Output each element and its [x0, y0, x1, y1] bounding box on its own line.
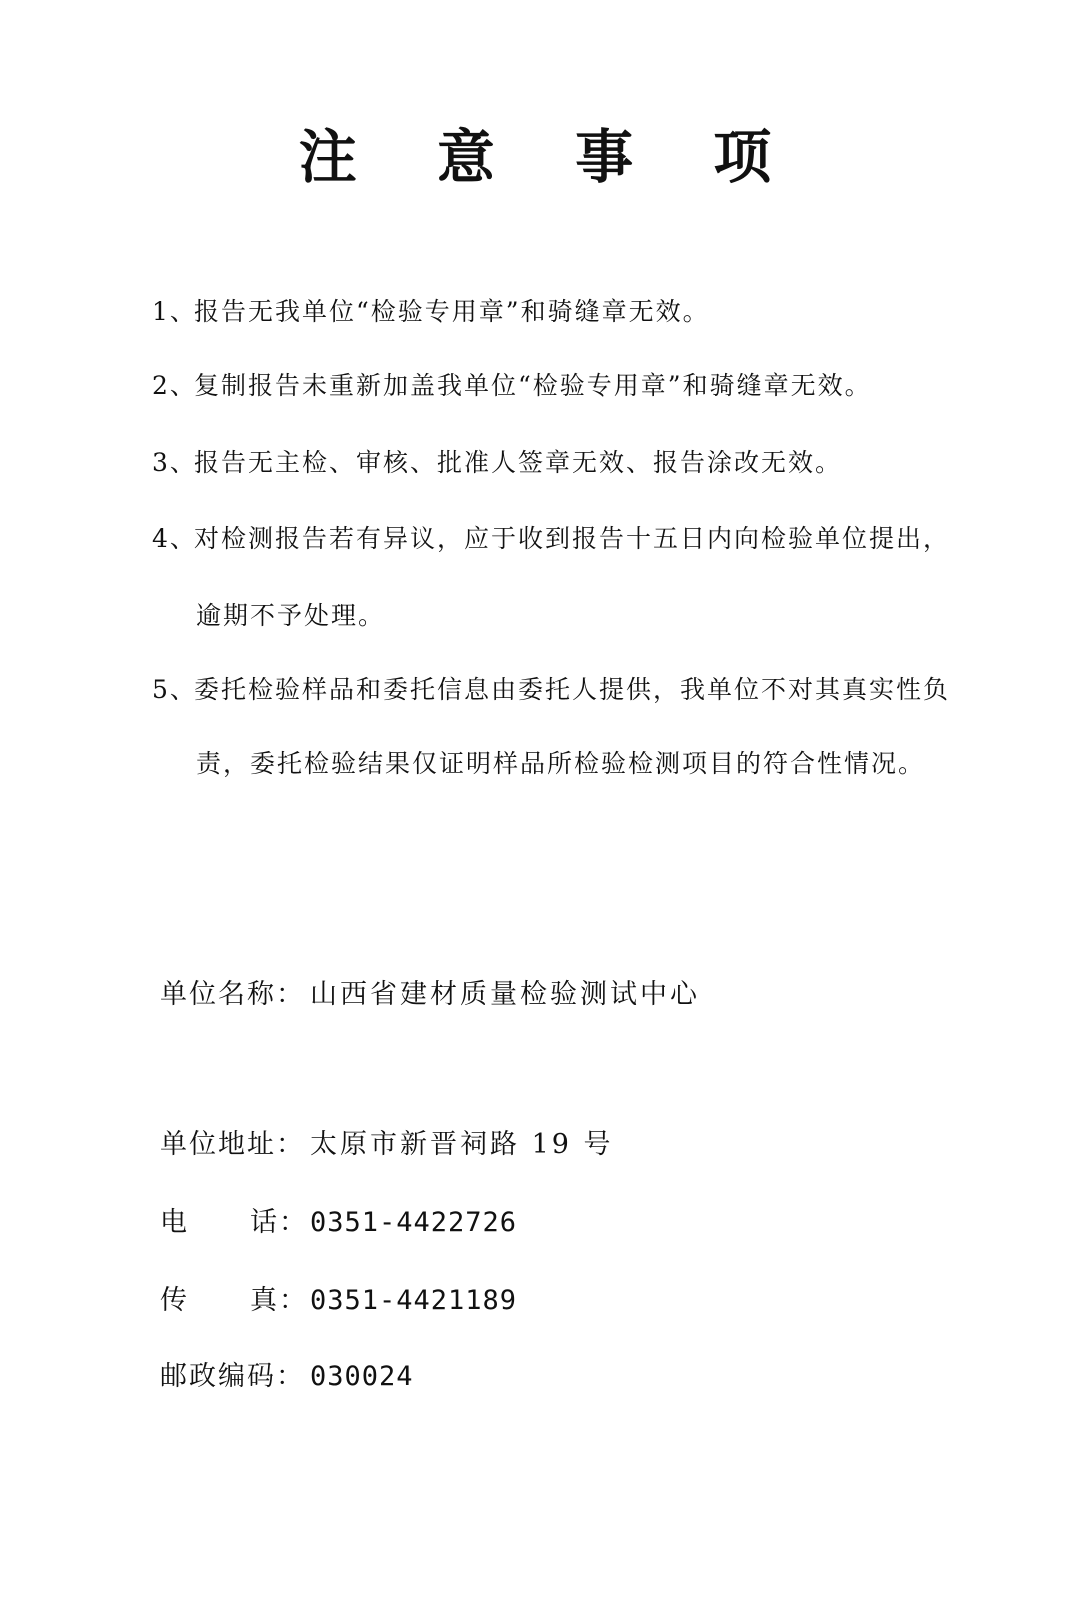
phone-label	[160, 1204, 310, 1242]
postcode-label: 邮政编码：	[160, 1361, 305, 1392]
phone-label-char-2: 话：	[250, 1207, 308, 1238]
notice-item-2	[152, 368, 872, 404]
phone-line	[160, 1204, 517, 1242]
phone-label-char-1: 电	[160, 1207, 189, 1238]
notice-text: 对检测报告若有异议，应于收到报告十五日内向检验单位提出，	[194, 524, 951, 553]
notice-text: 复制报告未重新加盖我单位“检验专用章”和骑缝章无效。	[194, 371, 872, 400]
org-address-label: 单位地址：	[160, 1129, 305, 1160]
org-address-value: 太原市新晋祠路 19 号	[310, 1129, 614, 1160]
notice-number: 4、	[152, 524, 197, 553]
postcode-line	[160, 1358, 414, 1396]
notice-text: 委托检验样品和委托信息由委托人提供，我单位不对其真实性负	[194, 675, 951, 704]
notice-item-5	[152, 672, 950, 708]
org-address-line	[160, 1126, 614, 1164]
notice-number: 1、	[152, 297, 197, 326]
notice-item-4-continuation	[196, 598, 385, 634]
notice-number: 3、	[152, 448, 197, 477]
notice-text: 逾期不予处理。	[196, 601, 386, 630]
notice-text: 报告无我单位“检验专用章”和骑缝章无效。	[194, 297, 710, 326]
notice-number: 5、	[152, 675, 197, 704]
fax-label	[160, 1282, 310, 1320]
notice-item-5-continuation	[196, 746, 925, 782]
phone-value: 0351-4422726	[310, 1207, 518, 1238]
notice-number: 2、	[152, 371, 197, 400]
org-name-line	[160, 976, 700, 1014]
notice-text: 报告无主检、审核、批准人签章无效、报告涂改无效。	[194, 448, 843, 477]
org-name-value: 山西省建材质量检验测试中心	[310, 979, 700, 1010]
notice-item-3	[152, 445, 842, 481]
fax-line	[160, 1282, 517, 1320]
fax-value: 0351-4421189	[310, 1285, 518, 1316]
notice-item-1	[152, 294, 710, 330]
notice-item-4	[152, 521, 950, 557]
postcode-value: 030024	[310, 1361, 414, 1392]
org-name-label: 单位名称：	[160, 979, 305, 1010]
page-title: 注 意 事 项	[298, 123, 802, 191]
fax-label-char-1: 传	[160, 1285, 189, 1316]
fax-label-char-2: 真：	[250, 1285, 308, 1316]
notice-text: 责，委托检验结果仅证明样品所检验检测项目的符合性情况。	[196, 749, 926, 778]
